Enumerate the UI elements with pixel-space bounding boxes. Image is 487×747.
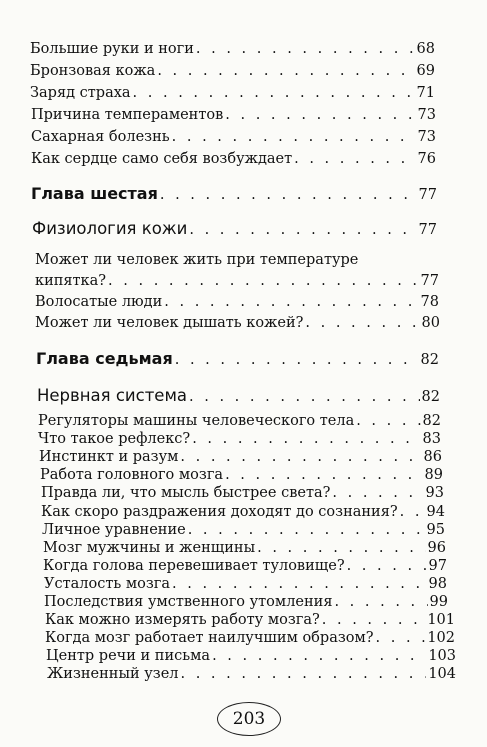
toc-entry-title: Когда мозг работает наилучшим образом?	[45, 630, 374, 647]
toc-entry-title: Правда ли, что мысль быстрее света?	[41, 485, 331, 502]
toc-entry	[41, 503, 445, 521]
toc-entry-page: 86	[423, 449, 442, 466]
page-number: 203	[232, 709, 266, 729]
toc-entry	[45, 629, 455, 647]
toc-entry	[44, 575, 447, 593]
dot-leader	[172, 575, 427, 593]
dot-leader	[294, 150, 415, 168]
dot-leader	[305, 314, 419, 332]
toc-entry-title: Центр речи и письма	[46, 648, 211, 665]
dot-leader	[196, 40, 415, 58]
dot-leader	[225, 106, 415, 124]
toc-entry-title: Мозг мужчины и женщины	[43, 539, 256, 556]
chapter-page: 82	[420, 352, 439, 368]
dot-leader	[175, 351, 419, 369]
toc-entry-title: Заряд страха	[30, 85, 131, 101]
dot-leader	[180, 665, 426, 683]
page-number-badge	[217, 702, 281, 736]
section-page: 82	[421, 389, 440, 405]
toc-entry-page: 94	[426, 503, 445, 520]
dot-leader	[108, 272, 419, 290]
toc-entry-title: Работа головного мозга	[40, 467, 224, 484]
toc-entry	[31, 106, 436, 124]
toc-entry-title: Волосатые люди	[35, 294, 163, 310]
toc-entry-page: 80	[421, 315, 440, 331]
dot-leader	[347, 557, 427, 575]
dot-leader	[133, 84, 415, 102]
section-title: Физиология кожи	[32, 219, 188, 238]
section-heading	[32, 220, 437, 239]
toc-entry-title: Личное уравнение	[42, 521, 186, 538]
dot-leader	[180, 448, 421, 466]
chapter-heading	[31, 185, 437, 204]
toc-entry	[40, 466, 443, 484]
dot-leader	[376, 629, 426, 647]
toc-entry-title: Может ли человек дышать кожей?	[35, 315, 304, 331]
chapter-page: 77	[418, 187, 437, 203]
toc-entry-page: 99	[429, 594, 448, 610]
toc-entry-page: 76	[417, 151, 436, 167]
toc-entry	[46, 647, 456, 665]
toc-entry-page: 103	[428, 648, 456, 665]
toc-entry-title-line1: Может ли человек жить при температуре	[35, 252, 359, 268]
toc-entry-page: 83	[422, 431, 441, 448]
toc-entry-title: Когда голова перевешивает туловище?	[43, 557, 345, 574]
toc-entry-title: Как можно измерять работу мозга?	[45, 612, 320, 629]
dot-leader	[225, 466, 422, 484]
toc-entry	[35, 314, 440, 332]
toc-entry-title: Большие руки и ноги	[30, 41, 194, 57]
toc-entry-page: 93	[425, 485, 444, 502]
dot-leader	[400, 503, 425, 521]
dot-leader	[189, 221, 416, 239]
dot-leader	[172, 128, 416, 146]
toc-entry-page: 73	[417, 107, 436, 123]
section-page: 77	[418, 222, 437, 238]
toc-entry-page: 89	[424, 467, 443, 484]
toc-entry	[39, 448, 442, 466]
toc-entry-page: 95	[426, 521, 445, 538]
toc-entry-page: 97	[428, 557, 447, 574]
toc-entry-title: Последствия умственного утомления	[44, 594, 333, 610]
toc-entry	[30, 84, 435, 102]
dot-leader	[164, 293, 418, 311]
toc-entry	[31, 128, 436, 146]
toc-entry	[43, 539, 446, 557]
toc-entry-page: 98	[428, 575, 447, 592]
dot-leader	[160, 186, 417, 204]
toc-entry-title: Причина темпераментов	[31, 107, 224, 123]
toc-entry	[38, 412, 441, 430]
toc-entry-page: 101	[427, 612, 455, 629]
toc-entry-page: 69	[416, 63, 435, 79]
toc-entry-page: 77	[420, 273, 439, 289]
toc-entry	[38, 430, 441, 448]
toc-entry-title: кипятка?	[35, 273, 107, 289]
dot-leader	[212, 647, 426, 665]
toc-entry	[41, 484, 444, 502]
chapter-title: Глава седьмая	[36, 349, 173, 368]
toc-entry-title: Как сердце само себя возбуждает	[31, 151, 293, 167]
toc-entry-title: Жизненный узел	[47, 666, 179, 683]
dot-leader	[334, 593, 427, 611]
toc-entry-page: 71	[416, 85, 435, 101]
toc-entry-title: Инстинкт и разум	[39, 449, 179, 466]
toc-entry	[42, 521, 445, 539]
toc-entry-title: Бронзовая кожа	[30, 63, 156, 79]
toc-entry-page: 96	[427, 539, 446, 556]
chapter-heading	[36, 350, 439, 369]
toc-entry	[30, 40, 435, 58]
dot-leader	[257, 539, 425, 557]
toc-entry	[30, 62, 435, 80]
toc-entry-title: Сахарная болезнь	[31, 129, 170, 145]
dot-leader	[332, 484, 423, 502]
dot-leader	[189, 388, 420, 406]
toc-entry	[45, 611, 455, 629]
dot-leader	[188, 521, 425, 539]
toc-entry-title: Усталость мозга	[44, 575, 171, 592]
toc-entry-page: 104	[428, 666, 456, 683]
toc-entry	[44, 593, 448, 611]
toc-entry	[31, 150, 436, 168]
dot-leader	[322, 611, 426, 629]
chapter-title: Глава шестая	[31, 184, 158, 203]
toc-entry-page: 78	[420, 294, 439, 310]
toc-entry-title: Что такое рефлекс?	[38, 431, 191, 448]
dot-leader	[157, 62, 414, 80]
toc-entry-page: 68	[416, 41, 435, 57]
dot-leader	[192, 430, 420, 448]
toc-entry-page: 82	[422, 413, 441, 429]
section-title: Нервная система	[37, 386, 188, 405]
section-heading	[37, 387, 440, 406]
toc-entry	[35, 293, 439, 311]
toc-entry	[35, 272, 439, 290]
dot-leader	[356, 412, 420, 430]
toc-entry	[47, 665, 456, 683]
toc-entry	[43, 557, 447, 575]
toc-entry-title: Как скоро раздражения доходят до сознания?	[41, 503, 398, 520]
toc-entry-page: 73	[417, 129, 436, 145]
toc-entry-title: Регуляторы машины человеческого тела	[38, 413, 355, 429]
toc-entry-page: 102	[427, 630, 455, 647]
